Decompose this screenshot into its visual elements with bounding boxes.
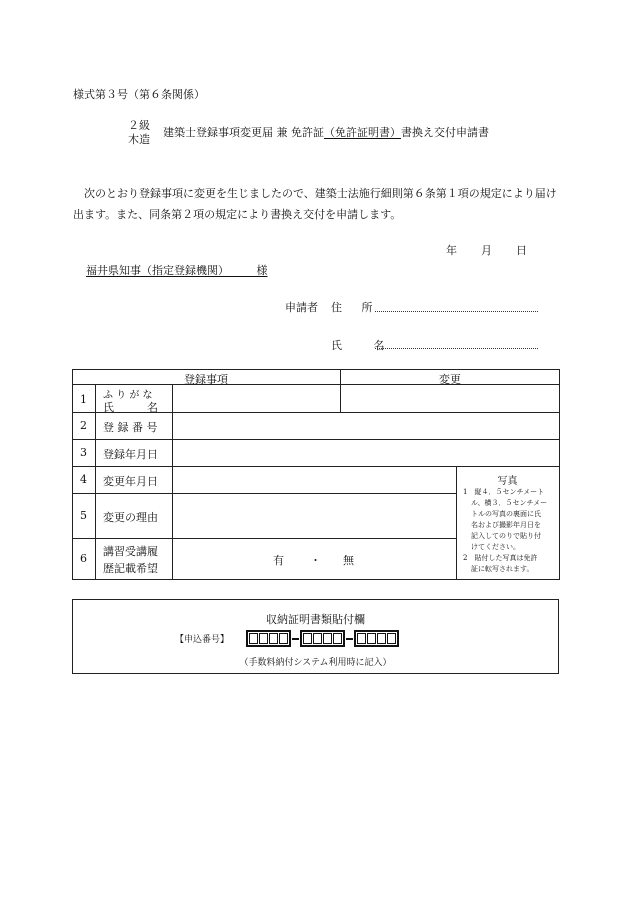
grade-label bbox=[125, 119, 153, 147]
name-change-cell[interactable] bbox=[341, 385, 559, 412]
title-suffix: 書換え交付申請書 bbox=[401, 126, 489, 139]
photo-note-line: 1 縦４．５センチメート bbox=[463, 488, 545, 496]
applicant-label: 申請者 bbox=[285, 301, 318, 314]
digit-box[interactable] bbox=[367, 633, 376, 644]
photo-title: 写真 bbox=[497, 476, 518, 487]
dash-separator bbox=[346, 638, 353, 640]
digit-group bbox=[246, 630, 291, 647]
digit-group bbox=[300, 630, 345, 647]
date-day: 日 bbox=[516, 244, 527, 257]
grade-type: 木造 bbox=[128, 133, 150, 146]
digit-box[interactable] bbox=[357, 633, 366, 644]
digit-box[interactable] bbox=[313, 633, 322, 644]
change-reason-cell[interactable] bbox=[96, 494, 456, 538]
header-change: 変更 bbox=[439, 373, 461, 386]
digit-box[interactable] bbox=[333, 633, 342, 644]
option-yes[interactable]: 有 bbox=[273, 554, 284, 567]
header-registered: 登録事項 bbox=[184, 373, 228, 386]
digit-group bbox=[354, 630, 399, 647]
row-label-registration-date: 登録年月日 bbox=[103, 448, 158, 461]
row-label-course-line1: 講習受講履 bbox=[103, 545, 158, 558]
table-border-bottom bbox=[72, 579, 560, 580]
application-number-label: 【申込番号】 bbox=[175, 635, 230, 645]
date-year: 年 bbox=[446, 244, 457, 257]
row-number: 4 bbox=[80, 473, 87, 486]
photo-note-line: 2 貼付した写真は免許 bbox=[463, 554, 538, 562]
photo-note-line: 記入してのりで貼り付 bbox=[471, 532, 541, 540]
photo-note-1 bbox=[463, 487, 547, 575]
photo-note-line: トルの写真の裏面に氏 bbox=[471, 510, 541, 518]
receipt-note: （手数料納付システム利用時に記入） bbox=[239, 658, 392, 668]
date-month: 月 bbox=[481, 244, 492, 257]
row-label-course-line2: 歴記載希望 bbox=[103, 562, 158, 575]
photo-note-line: 証に転写されます。 bbox=[471, 565, 534, 573]
row-number: 1 bbox=[80, 393, 87, 406]
option-separator: ・ bbox=[310, 554, 321, 567]
grade-level: ２級 bbox=[128, 119, 150, 132]
option-no[interactable]: 無 bbox=[343, 554, 354, 567]
title-prefix: 建築士登録事項変更届 兼 免許証 bbox=[163, 126, 324, 139]
row-label-registration-number: 登 録 番 号 bbox=[103, 421, 158, 434]
table-border-left bbox=[72, 369, 73, 580]
digit-box[interactable] bbox=[279, 633, 288, 644]
row-label-name: 氏 名 bbox=[103, 401, 158, 414]
change-date-cell[interactable] bbox=[173, 467, 456, 493]
name-label: 氏 名 bbox=[331, 339, 399, 352]
addressee: 福井県知事（指定登録機関） 様 bbox=[86, 264, 268, 277]
dash-separator bbox=[292, 638, 299, 640]
photo-note-line: 名および撮影年月日を bbox=[471, 521, 541, 529]
photo-note-line: ル、横３．５センチメー bbox=[471, 499, 548, 507]
table-border-top bbox=[72, 369, 560, 370]
digit-box[interactable] bbox=[269, 633, 278, 644]
row-rule bbox=[72, 538, 456, 539]
table-border-right bbox=[559, 369, 560, 580]
row-label-change-date: 変更年月日 bbox=[103, 475, 158, 488]
form-number: 様式第３号（第６条関係） bbox=[73, 88, 205, 101]
row-number: 6 bbox=[80, 552, 87, 565]
row-label-furigana: ふ り が な bbox=[103, 390, 153, 401]
receipt-title: 収納証明書類貼付欄 bbox=[266, 613, 365, 626]
row-number: 2 bbox=[80, 419, 87, 432]
digit-box[interactable] bbox=[323, 633, 332, 644]
row-number: 5 bbox=[80, 509, 87, 522]
digit-box[interactable] bbox=[259, 633, 268, 644]
application-number-boxes[interactable] bbox=[246, 631, 399, 646]
document-title bbox=[163, 124, 489, 140]
registration-number-cell[interactable] bbox=[173, 413, 559, 439]
col-rule bbox=[95, 384, 96, 580]
digit-box[interactable] bbox=[249, 633, 258, 644]
photo-note-line: けてください。 bbox=[471, 543, 520, 551]
name-field[interactable] bbox=[375, 348, 538, 349]
digit-box[interactable] bbox=[303, 633, 312, 644]
registration-date-cell[interactable] bbox=[173, 440, 559, 466]
name-registered-cell[interactable] bbox=[173, 385, 340, 412]
title-underlined: （免許証明書） bbox=[324, 126, 401, 139]
body-text: 次のとおり登録事項に変更を生じましたので、建築士法施行細則第６条第１項の規定により届け出ます。また、同条第２項の規定により書換え交付を申請します。 bbox=[73, 187, 557, 221]
digit-box[interactable] bbox=[377, 633, 386, 644]
row-number: 3 bbox=[80, 446, 87, 459]
address-field[interactable] bbox=[375, 311, 538, 312]
digit-box[interactable] bbox=[387, 633, 396, 644]
address-label: 住 所 bbox=[331, 301, 381, 314]
row-label-change-reason: 変更の理由 bbox=[103, 511, 158, 524]
